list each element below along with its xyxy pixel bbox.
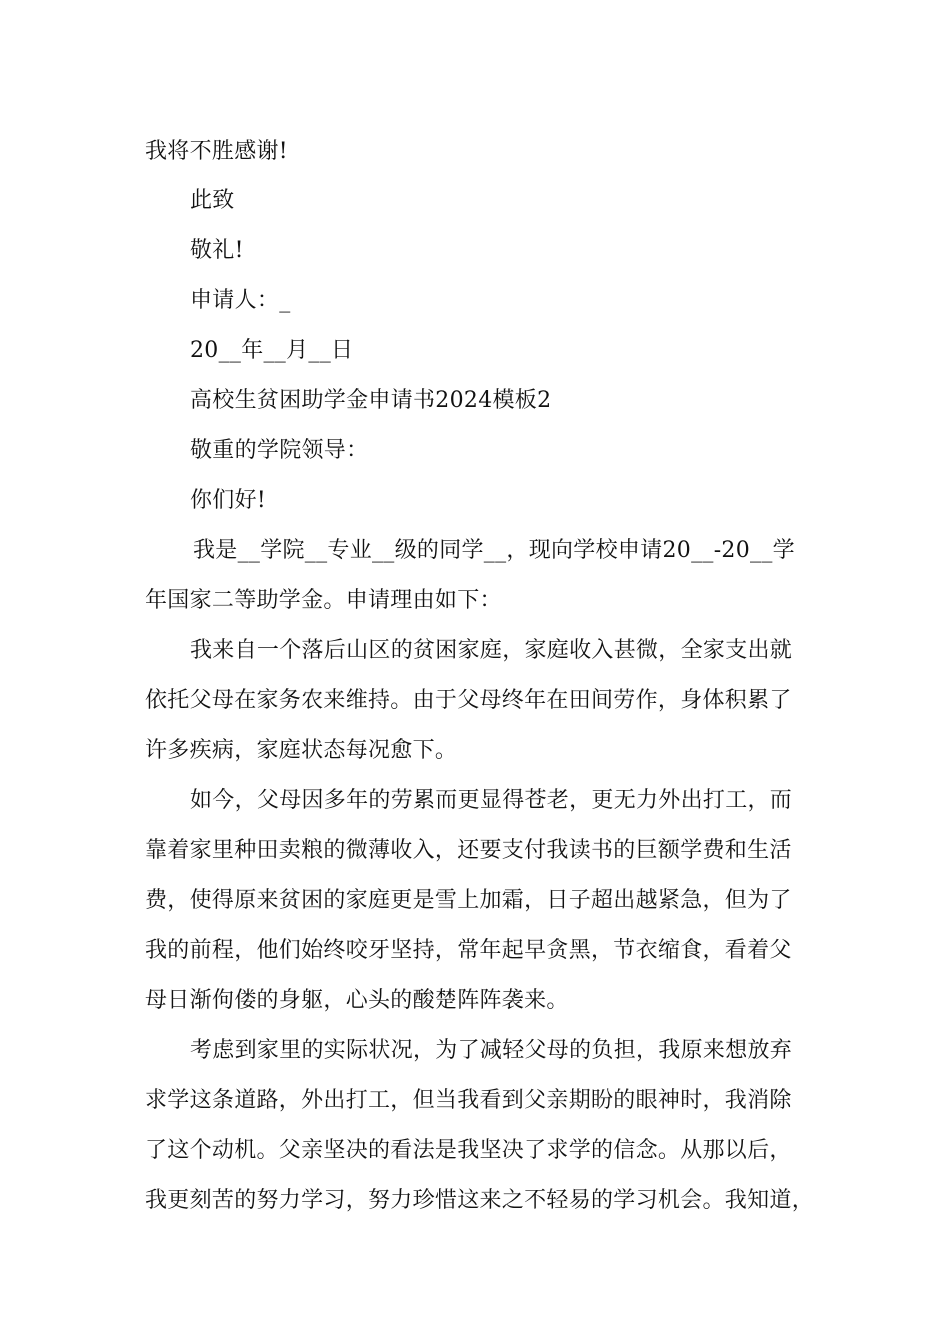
paragraph-line: 我的前程，他们始终咬牙坚持，常年起早贪黑，节衣缩食，看着父 [145, 938, 792, 963]
paragraph-line: 许多疾病，家庭状态每况愈下。 [145, 738, 458, 763]
paragraph-line: 母日渐佝偻的身躯，心头的酸楚阵阵袭来。 [145, 988, 569, 1013]
paragraph-line: 我是__学院__专业__级的同学__，现向学校申请20__-20__学 [193, 538, 795, 563]
salutation-cizhi: 此致 [190, 188, 235, 213]
paragraph-line: 考虑到家里的实际状况，为了减轻父母的负担，我原来想放弃 [190, 1038, 793, 1063]
paragraph-line: 我更刻苦的努力学习，努力珍惜这来之不轻易的学习机会。我知道， [145, 1188, 815, 1213]
paragraph-line: 靠着家里种田卖粮的微薄收入，还要支付我读书的巨额学费和生活 [145, 838, 792, 863]
greeting-leaders: 敬重的学院领导： [190, 438, 369, 463]
paragraph-line: 年国家二等助学金。申请理由如下： [145, 588, 502, 613]
closing-thanks: 我将不胜感谢! [145, 139, 288, 164]
greeting-hello: 你们好! [190, 488, 267, 513]
paragraph-line: 求学这条道路，外出打工，但当我看到父亲期盼的眼神时，我消除 [145, 1088, 792, 1113]
paragraph-line: 依托父母在家务农来维持。由于父母终年在田间劳作，身体积累了 [145, 688, 792, 713]
section-title: 高校生贫困助学金申请书2024模板2 [190, 388, 552, 413]
applicant-line: 申请人：_ [190, 288, 291, 313]
paragraph-line: 如今，父母因多年的劳累而更显得苍老，更无力外出打工，而 [190, 788, 793, 813]
paragraph-line: 费，使得原来贫困的家庭更是雪上加霜，日子超出越紧急，但为了 [145, 888, 792, 913]
salutation-jingli: 敬礼! [190, 238, 244, 263]
date-line: 20__年__月__日 [190, 338, 354, 363]
paragraph-line: 我来自一个落后山区的贫困家庭，家庭收入甚微，全家支出就 [190, 638, 793, 663]
paragraph-line: 了这个动机。父亲坚决的看法是我坚决了求学的信念。从那以后， [145, 1138, 792, 1163]
